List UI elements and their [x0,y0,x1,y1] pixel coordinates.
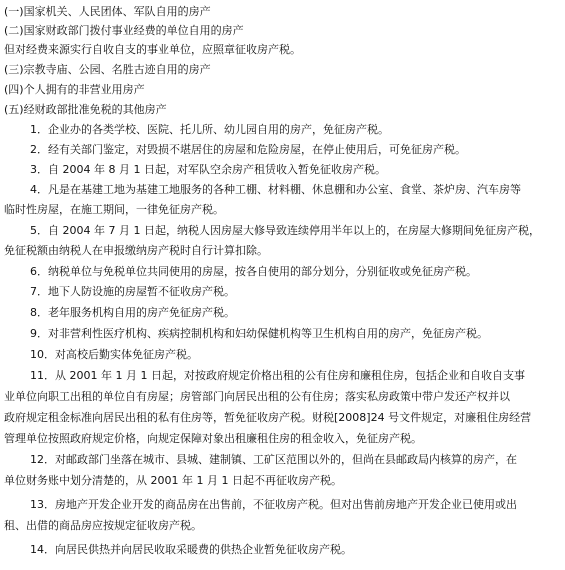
section-heading-2: (二)国家财政部门拨付事业经费的单位自用的房产 [4,24,244,37]
list-item-12: 12．对邮政部门坐落在城市、县城、建制镇、工矿区范围以外的，但尚在县邮政局内核算的房产，在 [30,453,517,466]
list-item-1: 1．企业办的各类学校、医院、托儿所、幼儿园自用的房产，免征房产税。 [30,123,389,136]
list-item-5: 5．自 2004 年 7 月 1 日起，纳税人因房屋大修导致连续停用半年以上的，在房屋大修期间免征房产税， [30,224,540,237]
list-item-11-cont-2: 政府规定租金标准向居民出租的私有住房等，暂免征收房产税。财税[2008]24 号文件规定，对廉租住房经营 [4,411,532,424]
section-heading-4: (四)个人拥有的非营业用房产 [4,83,145,96]
list-item-4: 4．凡是在基建工地为基建工地服务的各种工棚、材料棚、休息棚和办公室、食堂、茶炉房、汽车房等 [30,183,521,196]
list-item-14: 14．向居民供热并向居民收取采暖费的供热企业暂免征收房产税。 [30,543,352,556]
list-item-11-cont-3: 管理单位按照政府规定价格，向规定保障对象出租廉租住房的租金收入，免征房产税。 [4,432,422,445]
list-item-8: 8．老年服务机构自用的房产免征房产税。 [30,306,235,319]
list-item-5-cont: 免征税额由纳税人在申报缴纳房产税时自行计算扣除。 [4,244,268,257]
list-item-12-cont: 单位财务账中划分清楚的，从 2001 年 1 月 1 日起不再征收房产税。 [4,474,342,487]
list-item-7: 7．地下人防设施的房屋暂不征收房产税。 [30,285,235,298]
list-item-4-cont: 临时性房屋，在施工期间，一律免征房产税。 [4,203,224,216]
section-heading-3: (三)宗教寺庙、公园、名胜古迹自用的房产 [4,63,211,76]
section-note: 但对经费来源实行自收自支的事业单位，应照章征收房产税。 [4,43,301,56]
list-item-10: 10．对高校后勤实体免征房产税。 [30,348,198,361]
list-item-13: 13．房地产开发企业开发的商品房在出售前，不征收房产税。但对出售前房地产开发企业已使用或出 [30,498,517,511]
section-heading-1: (一)国家机关、人民团体、军队自用的房产 [4,5,211,18]
list-item-9: 9．对非营利性医疗机构、疾病控制机构和妇幼保健机构等卫生机构自用的房产，免征房产税。 [30,327,488,340]
list-item-11: 11．从 2001 年 1 月 1 日起，对按政府规定价格出租的公有住房和廉租住房，包括企业和自收自支事 [30,369,525,382]
list-item-6: 6．纳税单位与免税单位共同使用的房屋，按各自使用的部分划分，分别征收或免征房产税。 [30,265,477,278]
section-heading-5: (五)经财政部批准免税的其他房产 [4,103,167,116]
list-item-11-cont-1: 业单位向职工出租的单位自有房屋；房管部门向居民出租的公有住房；落实私房政策中带户发还产权并以 [4,390,510,403]
list-item-3: 3．自 2004 年 8 月 1 日起，对军队空余房产租赁收入暂免征收房产税。 [30,163,386,176]
list-item-2: 2．经有关部门鉴定，对毁损不堪居住的房屋和危险房屋，在停止使用后，可免征房产税。 [30,143,466,156]
list-item-13-cont: 租、出借的商品房应按规定征收房产税。 [4,519,202,532]
